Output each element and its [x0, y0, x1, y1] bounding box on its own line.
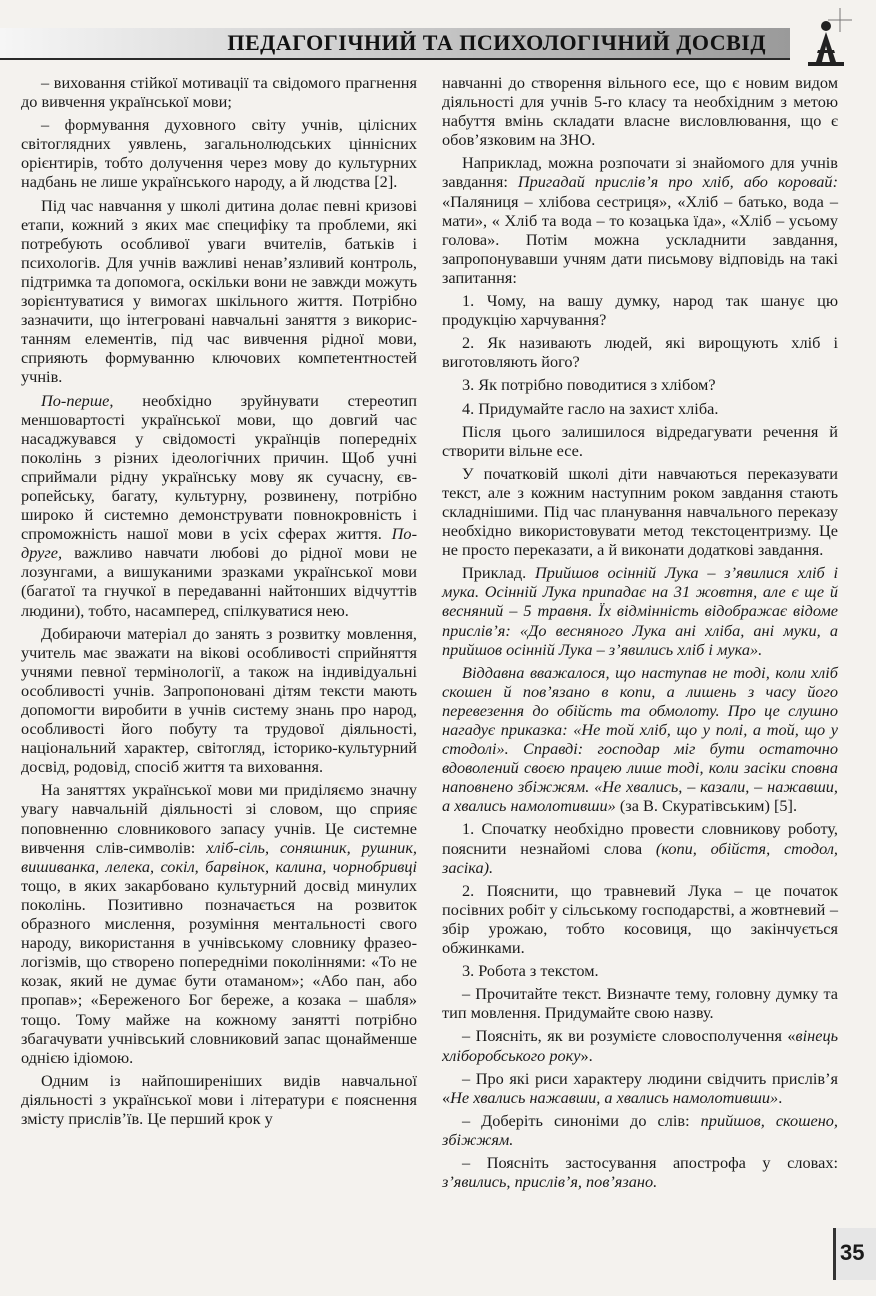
paragraph: [442, 333, 838, 371]
text-run: У початковій школі діти навчаються переказувати текст, але з кожним наступним роком завдання стають складнішими. Під час планування навчального переказу необхідно використовувати метод текстоцентризму. Це не просто переказати, а й виконати додаткові завдання.: [442, 463, 838, 560]
paragraph: [442, 563, 838, 658]
italic-text: вінець хліборобського року: [442, 1026, 838, 1065]
italic-text: з’явились, прислів’я, пов’язано.: [442, 1172, 658, 1192]
text-run: Добираючи матеріал до занять з розвитку мовлення, учитель має зважати на вікові особливості сприйняття учнями певної термінології, а також на індивідуальні особливості учнів. Запропоновані дітям тексти мають допомогти виробити в учнів систему знань про народ, особливості його побуту та трудової діяльності, національний характер, світогляд, історико-культурний досвід, родовід, спосіб життя та виховання.: [21, 623, 417, 777]
paragraph: [442, 73, 838, 149]
paragraph: [21, 196, 417, 387]
paragraph: [442, 375, 838, 394]
text-run: – Поясніть застосування апострофа у словах:: [462, 1152, 838, 1172]
text-run: «Паляниця – хлібова сестриця», «Хліб – батько, вода – мати», « Хліб та вода – то козацька їда», «Хліб – усьому голова». Потім можна ускладнити завдання, запропонувавши учням дати письмову відповідь на такі запитання:: [442, 191, 838, 287]
paragraph: [442, 153, 838, 287]
text-run: – виховання стійкої мотивації та свідомого прагнення до вивчення української мови;: [21, 73, 417, 112]
italic-text: Не хвались нажавши, а хвались намолотивши»: [450, 1087, 779, 1107]
text-run: 1. Чому, на вашу думку, народ так шанує цю продукцію харчування?: [442, 291, 838, 330]
left-text-column: [21, 73, 417, 1132]
italic-text: прийшов, скошено, збіжжям.: [442, 1110, 838, 1149]
paragraph: [21, 780, 417, 1066]
text-run: навчанні до створення вільного есе, що є новим видом діяльності для учнів 5-го класу та необхідним з метою набуття вмінь складати власне висловлювання, що є обов’язковим на ЗНО.: [442, 73, 838, 150]
running-header: [0, 22, 876, 62]
italic-text: По-перше,: [41, 390, 114, 410]
text-run: 3. Як потрібно поводитися з хлібом?: [462, 375, 716, 395]
italic-text: Віддавна вважалося, що наступав не тоді, коли хліб скошен й пов’язано в копи, а лишень з часу його перевезення до обійсть та обмолоту. Про це слушно нагадує приказка: «Не той хліб, що у полі, а той, що у стодолі». Справді: господар міг бути остаточно вдоволений своєю працею лише тоді, коли засіки сповна наповнено збіжжям. «Не хвались, – казали, – нажавши, а хвались намолотивши»: [442, 662, 838, 816]
text-run: Під час навчання у школі дитина долає певні кризові етапи, кожний з яких має специфіку та проблеми, які потребують особливої уваги вчителів, батьків і психологів. Для учнів важливі ненав’язливий контроль, підтримка та допомога, оскільки вони не завжди можуть зорієнтуватися у вимогах шкільного життя. Потрібно зазначити, що інтегровані навчальні заняття з використанням елементів, під час вивчення рідної мови, сприяють формуванню ключових компетентностей учнів.: [21, 195, 417, 387]
paragraph: [442, 1069, 838, 1107]
paragraph: [21, 115, 417, 191]
text-run: ».: [580, 1045, 593, 1065]
compass-star-logo-icon: [794, 6, 858, 70]
text-run: – Поясніть, як ви розумієте словосполучення «: [462, 1026, 796, 1046]
paragraph: [442, 984, 838, 1022]
paragraph: [442, 961, 838, 980]
paragraph: [442, 464, 838, 559]
paragraph: [442, 1111, 838, 1149]
text-run: – Про які риси характеру людини свідчить прислів’я «: [442, 1068, 838, 1107]
text-run: – Прочитайте текст. Визначте тему, головну думку та тип мовлення. Придумайте свою назву.: [442, 984, 838, 1023]
text-run: 1. Спочатку необхідно провести словникову роботу, пояснити незнайомі слова: [442, 819, 838, 858]
text-run: Після цього залишилося відредагувати речення й створити вільне есе.: [442, 421, 838, 460]
paragraph: [21, 391, 417, 620]
paragraph: [21, 624, 417, 777]
paragraph: [21, 1071, 417, 1128]
text-run: (за В. Скуратівським) [5].: [615, 796, 798, 816]
text-run: важливо навчати любові до рідної мови не лозунгами, а вишуканими зразками української мови (багатої та гнучкої в передаванні найтонших відчуттів людини), тобто, насамперед, спілкуватися нею.: [21, 543, 417, 620]
page-number-tab: [833, 1228, 876, 1280]
text-run: 3. Робота з текстом.: [462, 961, 599, 981]
paragraph: [442, 291, 838, 329]
italic-text: Прийшов осінній Лука – з’явилися хліб і мука. Осінній Лука припадає на 31 жовтня, але є ще й весняний – 5 травня. Їх відмінність відображає відоме прислів’я: «До весняного Лука ані хліба, ані муки, а прийшов осінній Лука – з’явились хліб і мука».: [442, 563, 838, 659]
italic-text: хліб-сіль, соняшник, рушник, вишиванка, лелека, сокіл, барвінок, калина, чорнобривці: [21, 837, 418, 876]
right-text-column: [442, 73, 838, 1195]
italic-text: (копи, обійстя, стодол, засіка).: [442, 838, 839, 877]
text-run: На заняттях української мови ми приділяємо значну увагу навчальній діяльності зі словом, що сприяє поповненню словникового запасу учнів. Це системне вивчення слів-символів:: [21, 780, 417, 857]
text-run: 2. Як називають людей, які вирощують хліб і виготовляють його?: [442, 333, 838, 372]
paragraph: [442, 663, 838, 816]
italic-text: Пригадай прислів’я про хліб, або коровай:: [517, 172, 838, 192]
text-run: Приклад.: [462, 563, 536, 583]
paragraph: [442, 422, 838, 460]
paragraph: [442, 1026, 838, 1064]
text-run: .: [778, 1087, 783, 1107]
text-run: 4. Придумайте гасло на захист хліба.: [462, 398, 719, 418]
text-run: Одним із найпоширеніших видів навчальної діяльності з української мови і літератури є пояснення змісту прислів’їв. Це перший крок у: [21, 1070, 417, 1128]
section-title: ПЕДАГОГІЧНИЙ ТА ПСИХОЛОГІЧНИЙ ДОСВІД: [227, 30, 766, 55]
italic-text: По-друге,: [21, 524, 417, 563]
paragraph: [442, 881, 838, 957]
paragraph: [442, 1153, 838, 1191]
text-run: – формування духовного світу учнів, цілісних світоглядних уявлень, загальнолюдських ціннісних орієнтирів, тобто долучення через мову до культурних надбань не лише українського народу, а й людства [2].: [21, 115, 417, 192]
text-run: 2. Пояснити, що травневий Лука – це початок посівних робіт у сільському господарстві, а жовтневий – збір урожаю, тобто косовиця, що закінчується обжинками.: [442, 880, 838, 958]
paragraph: [21, 73, 417, 111]
text-run: – Доберіть синоніми до слів:: [462, 1110, 701, 1130]
paragraph: [442, 399, 838, 418]
text-run: Наприклад, можна розпочати зі знайомого для учнів завдання:: [442, 153, 838, 192]
paragraph: [442, 819, 838, 876]
page-number: 35: [840, 1240, 865, 1265]
text-run: тощо, в яких закарбовано культурний досвід минулих поколінь. Позитивно позначається на розвиток образного мислення, розуміння ментальності свого народу, використання в учнівському словнику фразеологізмів, що створено попередніми поколіннями: «То не козак, який не думає бути отаманом»; «Або пан, або пропав»; «Бережeного Бог береже, а козака – шабля» тощо. Тому майже на кожному занятті потрібно збагачувати учнівський словниковий запас щонайменше однією ідіомою.: [21, 875, 417, 1067]
text-run: необхідно зруйнувати стереотип меншовартості української мови, що довгий час насаджувався у свідомості українців попередніх поколінь з різних ідеологічних причин. Щоб учні сприймали рідну українську мову як сучасну, європейську, багату, культурну, розвинену, потрібно широко й системно демонструвати повнокровність і спроможність нашої мови в усіх сферах життя.: [21, 390, 417, 544]
